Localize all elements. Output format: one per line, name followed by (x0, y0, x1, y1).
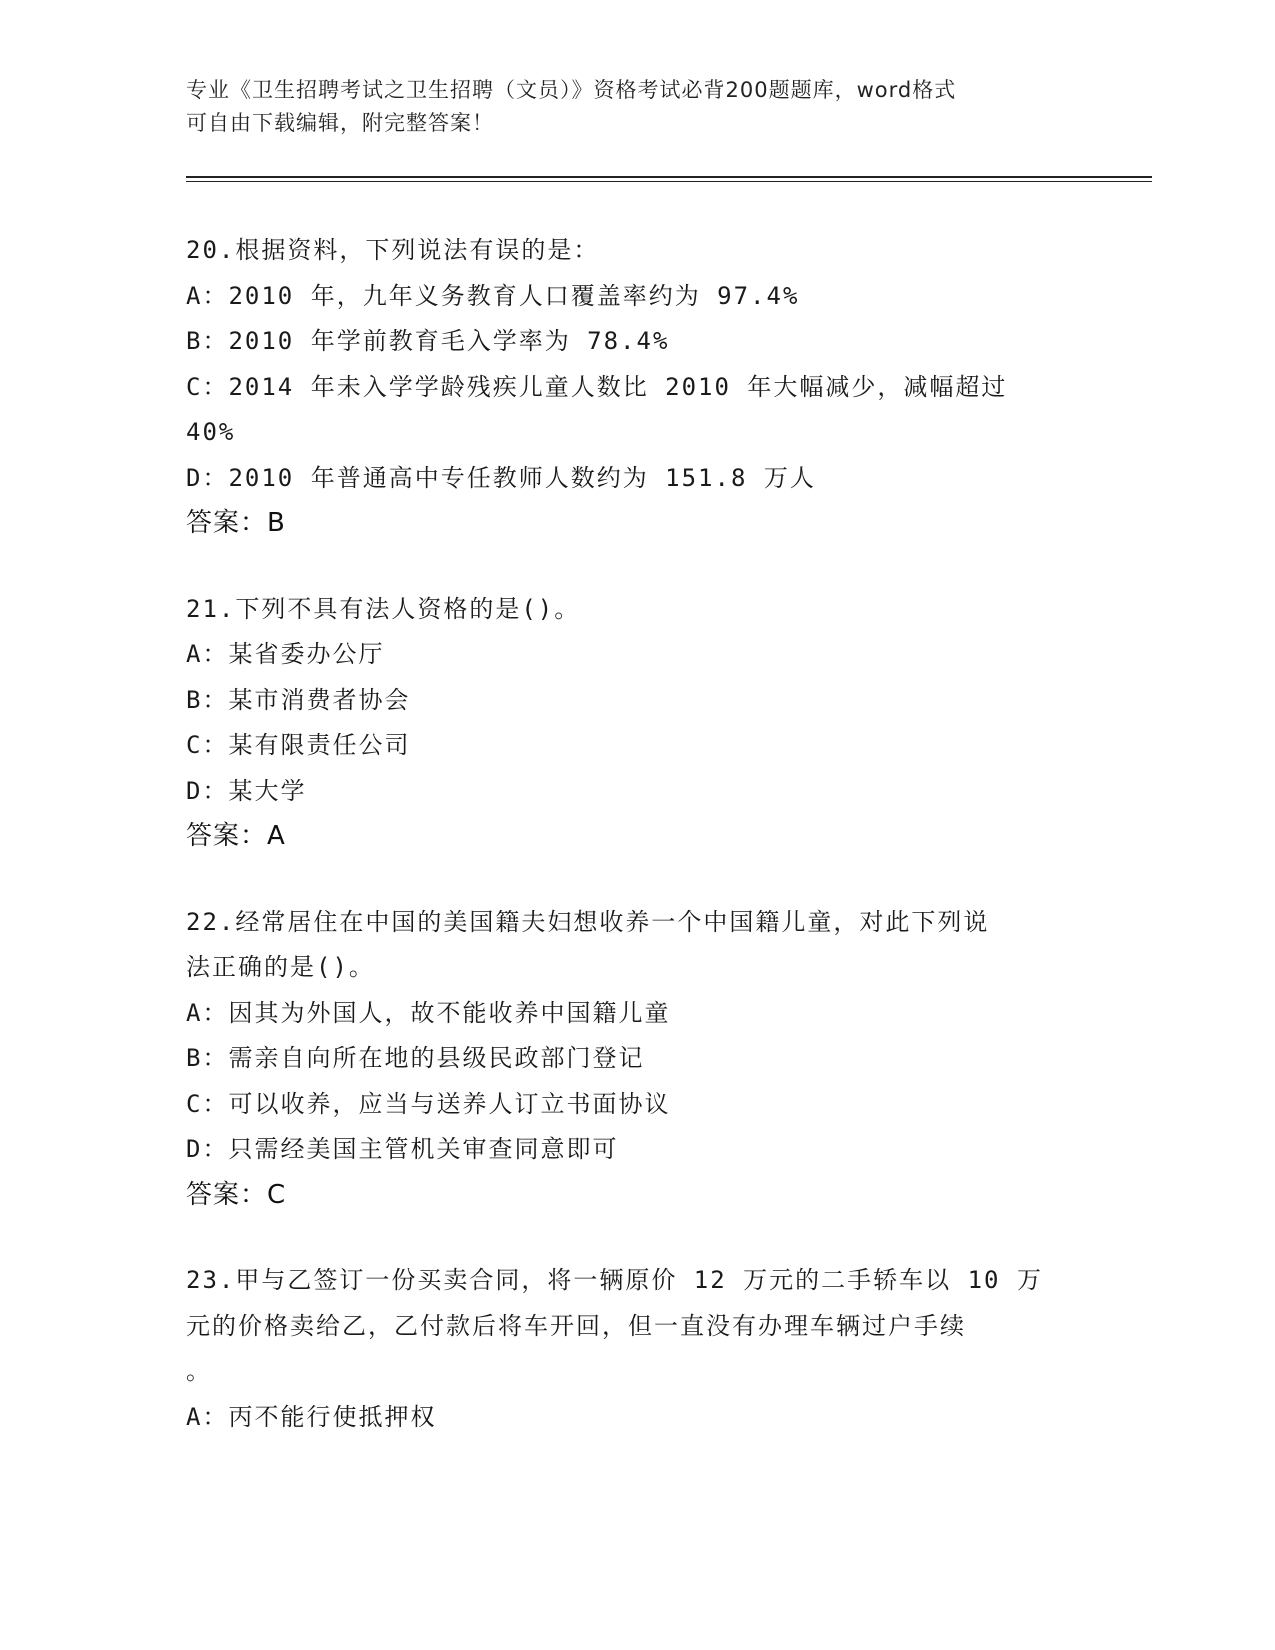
option-d: D：2010 年普通高中专任教师人数约为 151.8 万人 (186, 463, 816, 492)
option-b: B：需亲自向所在地的县级民政部门登记 (186, 1044, 645, 1072)
header-title-line-2: 可自由下载编辑，附完整答案！ (186, 111, 494, 135)
option-c-continued: 40% (186, 418, 236, 446)
question-stem-end: 。 (186, 1357, 212, 1385)
answer-label: 答案：B (186, 508, 286, 538)
header-title-line-1: 专业《卫生招聘考试之卫生招聘（文员）》资格考试必背200题题库，word格式 (186, 78, 957, 102)
header-divider (186, 176, 1152, 178)
question-21 (186, 587, 1086, 860)
option-a: A：因其为外国人，故不能收养中国籍儿童 (186, 998, 671, 1027)
option-a: A：某省委办公厅 (186, 640, 385, 668)
document-header (186, 74, 1066, 140)
header-divider-thin (186, 181, 1152, 182)
question-stem-continued: 元的价格卖给乙，乙付款后将车开回，但一直没有办理车辆过户手续 (186, 1311, 966, 1340)
question-stem: 21.下列不具有法人资格的是()。 (186, 594, 581, 623)
question-stem-continued: 法正确的是()。 (186, 953, 375, 981)
option-d: D：某大学 (186, 776, 307, 805)
answer-label: 答案：A (186, 821, 286, 851)
question-stem: 22.经常居住在中国的美国籍夫妇想收养一个中国籍儿童，对此下列说 (186, 907, 990, 936)
option-d: D：只需经美国主管机关审查同意即可 (186, 1135, 619, 1163)
question-23 (186, 1258, 1086, 1440)
option-c: C：2014 年未入学学龄残疾儿童人数比 2010 年大幅减少，减幅超过 (186, 372, 1008, 401)
option-b: B：2010 年学前教育毛入学率为 78.4% (186, 327, 670, 355)
option-c: C：某有限责任公司 (186, 731, 411, 759)
question-list (186, 228, 1086, 1480)
question-22 (186, 900, 1086, 1219)
answer-label: 答案：C (186, 1179, 287, 1210)
question-stem: 20.根据资料，下列说法有误的是： (186, 236, 600, 264)
option-c: C：可以收养，应当与送养人订立书面协议 (186, 1089, 671, 1118)
option-b: B：某市消费者协会 (186, 685, 411, 714)
question-stem: 23.甲与乙签订一份买卖合同，将一辆原价 12 万元的二手轿车以 10 万 (186, 1266, 1043, 1294)
option-a: A：丙不能行使抵押权 (186, 1402, 437, 1431)
option-a: A：2010 年，九年义务教育人口覆盖率约为 97.4% (186, 281, 800, 310)
question-20 (186, 228, 1086, 547)
